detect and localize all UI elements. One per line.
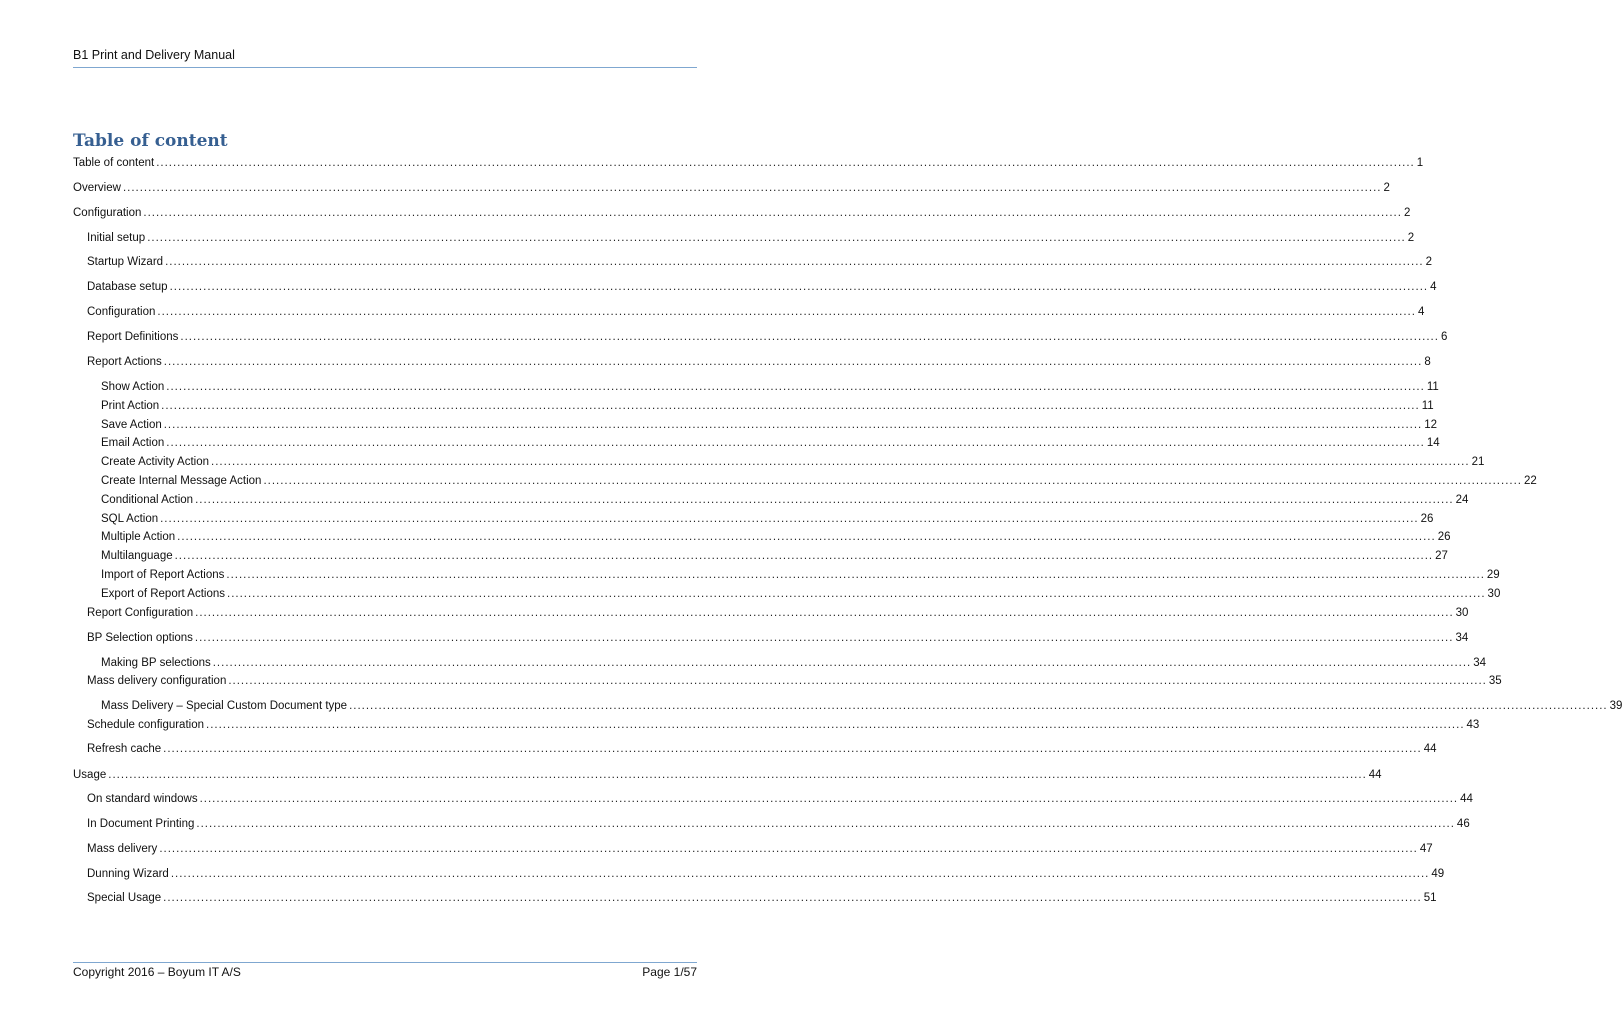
toc-dot-leader: ............................................................................................................................................................................................................................................................................................................ [174, 550, 1434, 562]
toc-entry[interactable] [0, 767, 1382, 783]
toc-entry[interactable] [0, 655, 1487, 671]
toc-entry[interactable] [0, 567, 1500, 583]
toc-dot-leader: ............................................................................................................................................................................................................................................................................................................ [195, 494, 1454, 506]
toc-entry[interactable] [0, 205, 1411, 221]
toc-entry[interactable] [0, 529, 1451, 545]
toc-dot-leader: ............................................................................................................................................................................................................................................................................................................ [159, 843, 1418, 855]
toc-entry[interactable] [0, 180, 1390, 196]
toc-entry-page: 26 [1420, 513, 1434, 525]
toc-dot-leader: ............................................................................................................................................................................................................................................................................................................ [163, 419, 1423, 431]
document-header-title: B1 Print and Delivery Manual [73, 48, 235, 62]
toc-entry-title: Create Internal Message Action [101, 475, 262, 487]
toc-entry-page: 34 [1473, 657, 1487, 669]
toc-dot-leader: ............................................................................................................................................................................................................................................................................................................ [199, 793, 1459, 805]
toc-entry-title: Mass delivery configuration [87, 675, 227, 687]
toc-entry[interactable] [0, 548, 1448, 564]
toc-dot-leader: ............................................................................................................................................................................................................................................................................................................ [108, 769, 1367, 781]
toc-entry[interactable] [0, 816, 1470, 832]
toc-entry[interactable] [0, 673, 1502, 689]
toc-entry-page: 47 [1419, 843, 1433, 855]
toc-entry-title: Making BP selections [101, 657, 211, 669]
toc-entry-title: Initial setup [87, 232, 146, 244]
toc-dot-leader: ............................................................................................................................................................................................................................................................................................................ [195, 607, 1454, 619]
toc-entry-title: Special Usage [87, 892, 162, 904]
toc-entry-page: 29 [1486, 569, 1500, 581]
toc-entry[interactable] [0, 717, 1480, 733]
toc-entry-page: 44 [1368, 769, 1382, 781]
toc-entry-title: Usage [73, 769, 107, 781]
toc-dot-leader: ............................................................................................................................................................................................................................................................................................................ [206, 719, 1465, 731]
toc-entry[interactable] [0, 398, 1434, 414]
toc-entry[interactable] [0, 329, 1448, 345]
toc-entry-page: 30 [1487, 588, 1501, 600]
toc-dot-leader: ............................................................................................................................................................................................................................................................................................................ [349, 700, 1608, 712]
toc-dot-leader: ............................................................................................................................................................................................................................................................................................................ [166, 381, 1425, 393]
toc-dot-leader: ............................................................................................................................................................................................................................................................................................................ [180, 331, 1439, 343]
toc-entry[interactable] [0, 866, 1445, 882]
toc-entry[interactable] [0, 791, 1473, 807]
toc-entry-page: 4 [1430, 281, 1437, 293]
toc-entry-title: Show Action [101, 381, 165, 393]
toc-entry[interactable] [0, 354, 1431, 370]
toc-entry[interactable] [0, 155, 1424, 171]
toc-dot-leader: ............................................................................................................................................................................................................................................................................................................ [160, 513, 1419, 525]
toc-dot-leader: ............................................................................................................................................................................................................................................................................................................ [143, 207, 1402, 219]
toc-dot-leader: ............................................................................................................................................................................................................................................................................................................ [157, 306, 1416, 318]
toc-entry-title: Save Action [101, 419, 162, 431]
toc-entry-title: Email Action [101, 437, 165, 449]
toc-entry-page: 11 [1426, 381, 1439, 393]
toc-entry-page: 46 [1456, 818, 1470, 830]
toc-entry[interactable] [0, 511, 1434, 527]
toc-entry-title: On standard windows [87, 793, 198, 805]
toc-entry-page: 27 [1435, 550, 1448, 562]
toc-entry-page: 2 [1403, 207, 1411, 219]
toc-entry-page: 44 [1423, 743, 1437, 755]
toc-entry-page: 8 [1424, 356, 1431, 368]
toc-dot-leader: ............................................................................................................................................................................................................................................................................................................ [169, 281, 1429, 293]
toc-entry[interactable] [0, 454, 1485, 470]
toc-entry-page: 51 [1423, 892, 1437, 904]
toc-entry-title: Create Activity Action [101, 456, 210, 468]
toc-dot-leader: ............................................................................................................................................................................................................................................................................................................ [196, 818, 1455, 830]
toc-entry[interactable] [0, 254, 1432, 270]
toc-dot-leader: ............................................................................................................................................................................................................................................................................................................ [212, 657, 1472, 669]
header-divider [73, 67, 697, 68]
toc-entry-title: BP Selection options [87, 632, 193, 644]
toc-entry-title: Table of content [73, 157, 155, 169]
toc-dot-leader: ............................................................................................................................................................................................................................................................................................................ [170, 868, 1430, 880]
toc-dot-leader: ............................................................................................................................................................................................................................................................................................................ [147, 232, 1406, 244]
footer-divider [73, 962, 697, 963]
toc-entry-title: Export of Report Actions [101, 588, 226, 600]
toc-entry-title: Schedule configuration [87, 719, 204, 731]
toc-entry-title: Report Actions [87, 356, 162, 368]
toc-entry[interactable] [0, 473, 1537, 489]
toc-dot-leader: ............................................................................................................................................................................................................................................................................................................ [156, 157, 1415, 169]
toc-dot-leader: ............................................................................................................................................................................................................................................................................................................ [161, 400, 1420, 412]
toc-entry-title: Print Action [101, 400, 160, 412]
toc-entry-page: 22 [1523, 475, 1537, 487]
toc-entry[interactable] [0, 890, 1437, 906]
toc-entry-page: 35 [1488, 675, 1502, 687]
toc-entry-title: Report Definitions [87, 331, 179, 343]
toc-entry-title: In Document Printing [87, 818, 195, 830]
toc-entry-title: Startup Wizard [87, 256, 164, 268]
toc-entry-title: Mass Delivery – Special Custom Document type [101, 700, 348, 712]
toc-entry-page: 49 [1431, 868, 1445, 880]
toc-entry-page: 21 [1471, 456, 1485, 468]
toc-entry-title: Configuration [87, 306, 156, 318]
toc-entry-title: Multiple Action [101, 531, 176, 543]
toc-dot-leader: ............................................................................................................................................................................................................................................................................................................ [163, 892, 1422, 904]
toc-entry-page: 43 [1466, 719, 1480, 731]
toc-entry[interactable] [0, 492, 1469, 508]
footer-page-number: Page 1/57 [642, 965, 697, 979]
toc-entry[interactable] [0, 435, 1440, 451]
toc-entry-title: Report Configuration [87, 607, 194, 619]
toc-dot-leader: ............................................................................................................................................................................................................................................................................................................ [211, 456, 1470, 468]
toc-dot-leader: ............................................................................................................................................................................................................................................................................................................ [228, 675, 1487, 687]
toc-entry[interactable] [0, 586, 1501, 602]
toc-dot-leader: ............................................................................................................................................................................................................................................................................................................ [165, 256, 1424, 268]
toc-entry-title: Overview [73, 182, 121, 194]
toc-entry[interactable] [0, 605, 1469, 621]
toc-entry[interactable] [0, 304, 1425, 320]
toc-dot-leader: ............................................................................................................................................................................................................................................................................................................ [166, 437, 1425, 449]
toc-entry-title: Conditional Action [101, 494, 194, 506]
toc-dot-leader: ............................................................................................................................................................................................................................................................................................................ [227, 588, 1486, 600]
toc-entry[interactable] [0, 230, 1415, 246]
toc-entry-title: Configuration [73, 207, 142, 219]
toc-entry[interactable] [0, 841, 1433, 857]
toc-entry[interactable] [0, 417, 1438, 433]
toc-entry-page: 30 [1455, 607, 1469, 619]
toc-entry-page: 14 [1426, 437, 1440, 449]
toc-dot-leader: ............................................................................................................................................................................................................................................................................................................ [263, 475, 1522, 487]
toc-entry-title: Refresh cache [87, 743, 162, 755]
toc-entry-title: SQL Action [101, 513, 159, 525]
toc-entry[interactable] [0, 698, 1622, 714]
toc-entry-title: Dunning Wizard [87, 868, 169, 880]
toc-entry-page: 4 [1417, 306, 1425, 318]
toc-entry-page: 12 [1424, 419, 1438, 431]
toc-entry[interactable] [0, 741, 1437, 757]
toc-entry-page: 1 [1416, 157, 1424, 169]
toc-heading: Table of content [73, 131, 228, 151]
toc-entry-page: 44 [1460, 793, 1473, 805]
toc-entry-page: 2 [1425, 256, 1432, 268]
toc-dot-leader: ............................................................................................................................................................................................................................................................................................................ [194, 632, 1454, 644]
toc-entry-page: 34 [1455, 632, 1469, 644]
toc-entry-title: Database setup [87, 281, 168, 293]
footer-copyright: Copyright 2016 – Boyum IT A/S [73, 965, 241, 979]
toc-dot-leader: ............................................................................................................................................................................................................................................................................................................ [122, 182, 1382, 194]
toc-entry[interactable] [0, 630, 1469, 646]
toc-entry-page: 24 [1455, 494, 1469, 506]
toc-dot-leader: ............................................................................................................................................................................................................................................................................................................ [163, 356, 1423, 368]
toc-entry-page: 2 [1407, 232, 1415, 244]
toc-entry-title: Import of Report Actions [101, 569, 225, 581]
toc-dot-leader: ............................................................................................................................................................................................................................................................................................................ [177, 531, 1436, 543]
toc-entry-page: 2 [1383, 182, 1390, 194]
toc-entry-page: 11 [1421, 400, 1434, 412]
toc-entry-page: 6 [1440, 331, 1448, 343]
toc-entry[interactable] [0, 379, 1439, 395]
toc-entry-page: 39 [1609, 700, 1622, 712]
toc-entry-page: 26 [1437, 531, 1451, 543]
toc-entry-title: Mass delivery [87, 843, 158, 855]
toc-dot-leader: ............................................................................................................................................................................................................................................................................................................ [226, 569, 1485, 581]
toc-entry-title: Multilanguage [101, 550, 173, 562]
toc-dot-leader: ............................................................................................................................................................................................................................................................................................................ [163, 743, 1422, 755]
toc-entry[interactable] [0, 279, 1437, 295]
